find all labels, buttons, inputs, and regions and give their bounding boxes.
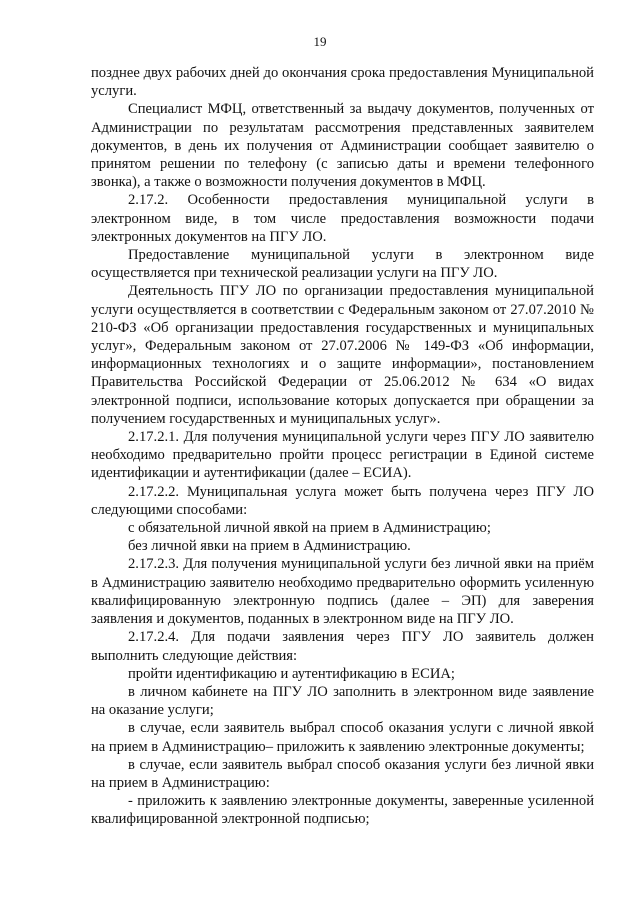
paragraph-electronic-provision: Предоставление муниципальной услуги в электронном виде осуществляется при технической реализации услуги на ПГУ ЛО.: [91, 247, 594, 282]
list-item-attach-signed: - приложить к заявлению электронные документы, заверенные усиленной квалифицированной электронной подписью;: [91, 793, 594, 828]
paragraph-2-17-2-1: 2.17.2.1. Для получения муниципальной услуги через ПГУ ЛО заявителю необходимо предварительно пройти процесс регистрации в Единой системе идентификации и аутентификации (далее – ЕСИА).: [91, 429, 594, 482]
list-item-esia-auth: пройти идентификацию и аутентификацию в ЕСИА;: [128, 665, 455, 682]
list-item-with-visit: с обязательной личной явкой на прием в Администрацию;: [128, 520, 491, 537]
paragraph-pgu-activity: Деятельность ПГУ ЛО по организации предоставления муниципальной услуги осуществляется в соответствии с Федеральным законом от 27.07.2010 № 210-ФЗ «Об организации предоставления государственных и муниципальных услуг», Федеральным законом от 27.07.2006 № 149-ФЗ «Об информации, информационных технологиях и о защите информации», постановлением Правительства Российской Федерации от 25.06.2012 № 634 «О видах электронной подписи, использование которых допускается при обращении за получением государственных и муниципальных услуг».: [91, 283, 594, 427]
list-item-without-visit: без личной явки на прием в Администрацию.: [128, 538, 411, 555]
document-body: [91, 64, 594, 829]
paragraph-2-17-2-2: 2.17.2.2. Муниципальная услуга может быть получена через ПГУ ЛО следующими способами:: [91, 483, 594, 518]
paragraph-mfc-specialist: Специалист МФЦ, ответственный за выдачу документов, полученных от Администрации по результатам рассмотрения представленных заявителем документов, в день их получения от Администрации сообщает заявителю о принятом решении по телефону (с записью даты и времени телефонного звонка), а также о возможности получения документов в МФЦ.: [91, 101, 594, 191]
paragraph-2-17-2: 2.17.2. Особенности предоставления муниципальной услуги в электронном виде, в том числе предоставления возможности подачи электронных документов на ПГУ ЛО.: [91, 192, 594, 245]
paragraph-2-17-2-4: 2.17.2.4. Для подачи заявления через ПГУ ЛО заявитель должен выполнить следующие действия:: [91, 629, 594, 664]
list-item-without-visit-case: в случае, если заявитель выбрал способ оказания услуги без личной явки на прием в Администрацию:: [91, 756, 594, 791]
list-item-fill-application: в личном кабинете на ПГУ ЛО заполнить в электронном виде заявление на оказание услуги;: [91, 683, 594, 719]
paragraph-2-17-2-3: 2.17.2.3. Для получения муниципальной услуги без личной явки на приём в Администрацию заявителю необходимо предварительно оформить усиленную квалифицированную электронную подпись (далее – ЭП) для заверения заявления и документов, поданных в электронном виде на ПГУ ЛО.: [91, 556, 594, 628]
list-item-attach-with-visit: в случае, если заявитель выбрал способ оказания услуги с личной явкой на прием в Администрацию– приложить к заявлению электронные документы;: [91, 720, 594, 755]
page-number: 19: [313, 34, 327, 49]
paragraph-continuation: позднее двух рабочих дней до окончания срока предоставления Муниципальной услуги.: [91, 65, 594, 100]
